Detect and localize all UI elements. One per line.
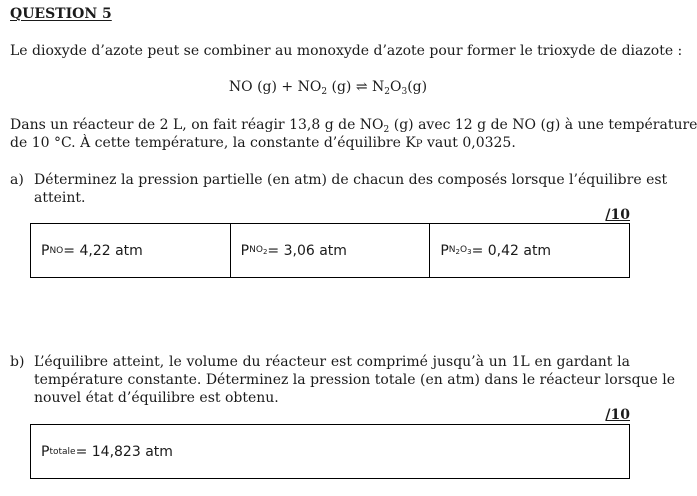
- answer-p-no: [31, 224, 231, 277]
- context-2a: de 10 °C. À cette température, la constante d’équilibre K: [10, 135, 416, 151]
- p-no2-sub: [249, 245, 267, 256]
- part-a-line-2: atteint.: [34, 190, 86, 206]
- part-b-label: b): [10, 354, 25, 370]
- p-no2-value: = 3,06 atm: [267, 242, 347, 259]
- context-1a: Dans un réacteur de 2 L, on fait réagir 13,8 g de NO: [10, 117, 384, 133]
- context-1-sub: 2: [383, 125, 390, 135]
- eq-arrow: (g) ⇌ N: [327, 79, 385, 95]
- eq-sub-o: 3: [401, 87, 408, 97]
- question-title: QUESTION 5: [10, 6, 112, 22]
- answer-p-no2: [231, 224, 431, 277]
- p-n2o3-sub: [449, 245, 472, 256]
- p-no2-subsub: 2: [262, 248, 268, 256]
- part-a-label: a): [10, 172, 24, 188]
- p-totale-sub: totale: [49, 446, 76, 457]
- eq-o: O: [390, 79, 402, 95]
- context-2-sub: P: [415, 139, 423, 150]
- eq-state: (g): [407, 79, 428, 95]
- p-n2o3-value: = 0,42 atm: [471, 242, 552, 259]
- part-a-line-1: Déterminez la pression partielle (en atm) de chacun des composés lorsque l’équilibre est: [34, 172, 668, 188]
- part-b-line-3: nouvel état d’équilibre est obtenu.: [34, 390, 279, 406]
- p-n2o3-o-sub: 3: [467, 248, 472, 256]
- intro-text: Le dioxyde d’azote peut se combiner au monoxyde d’azote pour former le trioxyde de diazote :: [10, 43, 683, 59]
- context-1b: (g) avec 12 g de NO (g) à une température: [389, 117, 697, 133]
- p-no2-sub-text: NO: [249, 245, 263, 255]
- p-n2o3-symbol: P: [440, 242, 449, 259]
- answer-p-n2o3: [430, 224, 629, 277]
- part-a-score: /10: [605, 207, 630, 223]
- part-b-line-2: température constante. Déterminez la pression totale (en atm) dans le réacteur lorsque le: [34, 372, 676, 388]
- context-line-2: [10, 135, 516, 151]
- eq-reactants: NO (g) + NO: [228, 79, 322, 95]
- p-no-symbol: P: [41, 242, 50, 259]
- p-no-sub: NO: [49, 245, 64, 256]
- p-n2o3-n-sub: 2: [455, 248, 460, 256]
- p-n2o3-o: O: [460, 245, 468, 255]
- p-totale-value: = 14,823 atm: [75, 443, 173, 460]
- eq-sub-n: 2: [384, 87, 390, 97]
- part-b-score: /10: [605, 407, 630, 423]
- context-line-1: [10, 117, 697, 135]
- part-b-answer-box: [30, 424, 630, 479]
- p-n2o3-n: N: [448, 245, 456, 255]
- chemical-equation: [0, 79, 656, 97]
- part-b-line-1: L’équilibre atteint, le volume du réacteur est comprimé jusqu’à un 1L en gardant la: [34, 354, 630, 370]
- eq-sub-no2: 2: [321, 87, 328, 97]
- context-2b: vaut 0,0325.: [422, 135, 516, 151]
- p-no2-symbol: P: [240, 242, 250, 259]
- part-a-answer-table: [30, 223, 630, 278]
- p-no-value: = 4,22 atm: [63, 242, 143, 259]
- p-totale-symbol: P: [41, 443, 50, 460]
